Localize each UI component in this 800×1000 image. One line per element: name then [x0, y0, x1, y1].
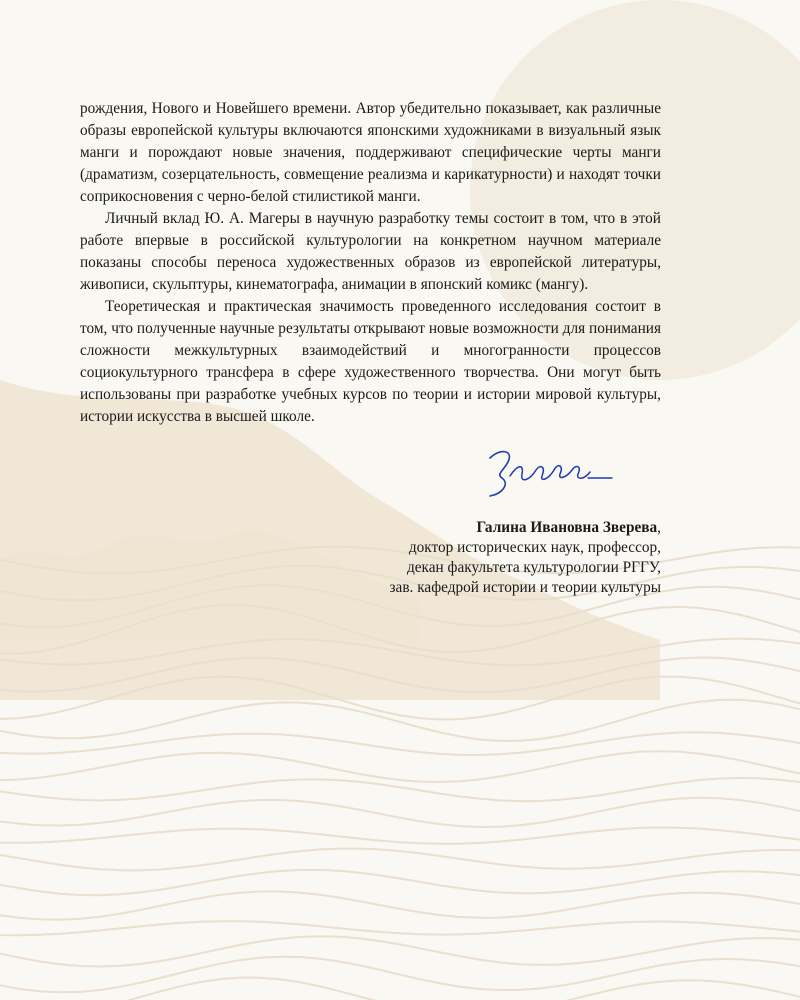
author-name-comma: , — [657, 519, 661, 536]
wave-line — [0, 828, 800, 844]
paragraph-1: рождения, Нового и Новейшего времени. Автор убедительно показывает, как различные образы европейской культуры включаются японскими художниками в визуальный язык манги и порождают новые значения, поддерживают специфические черты манги (драматизм, созерцательность, совмещение реализма и карикатурности) и находят точки соприкосновения с черно-белой стилистикой манги. — [80, 100, 661, 205]
wave-line — [0, 751, 800, 782]
wave-line — [0, 798, 800, 827]
author-block — [390, 518, 662, 598]
wave-line — [0, 700, 800, 741]
body-text — [80, 98, 661, 428]
handwritten-signature — [480, 440, 620, 500]
wave-line — [0, 892, 800, 920]
author-position-line: декан факультета культурологии РГГУ, — [406, 559, 661, 576]
wave-line — [0, 849, 800, 871]
paragraph-2: Личный вклад Ю. А. Магеры в научную разработку темы состоит в том, что в этой работе впервые в российской культурологии на конкретном научном материале показаны способы переноса художественных образов из европейской литературы, живописи, скульптуры, кинематографа, анимации в японский комикс (мангу). — [80, 210, 661, 293]
author-name: Галина Ивановна Зверева — [476, 519, 658, 536]
wave-line — [0, 957, 800, 993]
wave-line — [0, 870, 800, 895]
author-department-line: зав. кафедрой истории и теории культуры — [389, 579, 661, 596]
wave-line — [0, 921, 800, 935]
author-title-line: доктор исторических наук, профессор, — [408, 539, 661, 556]
paragraph-3: Теоретическая и практическая значимость проведенного исследования состоит в том, что полученные научные результаты открывают новые возможности для понимания сложности межкультурных взаимодействий и многогранности процессов социокультурного трансфера в сфере художественного творчества. Они могут быть использованы при разработке учебных курсов по теории и истории мировой культуры, истории искусства в высшей школе. — [80, 298, 661, 425]
wave-line — [0, 978, 800, 1000]
author-name-line — [390, 518, 662, 538]
